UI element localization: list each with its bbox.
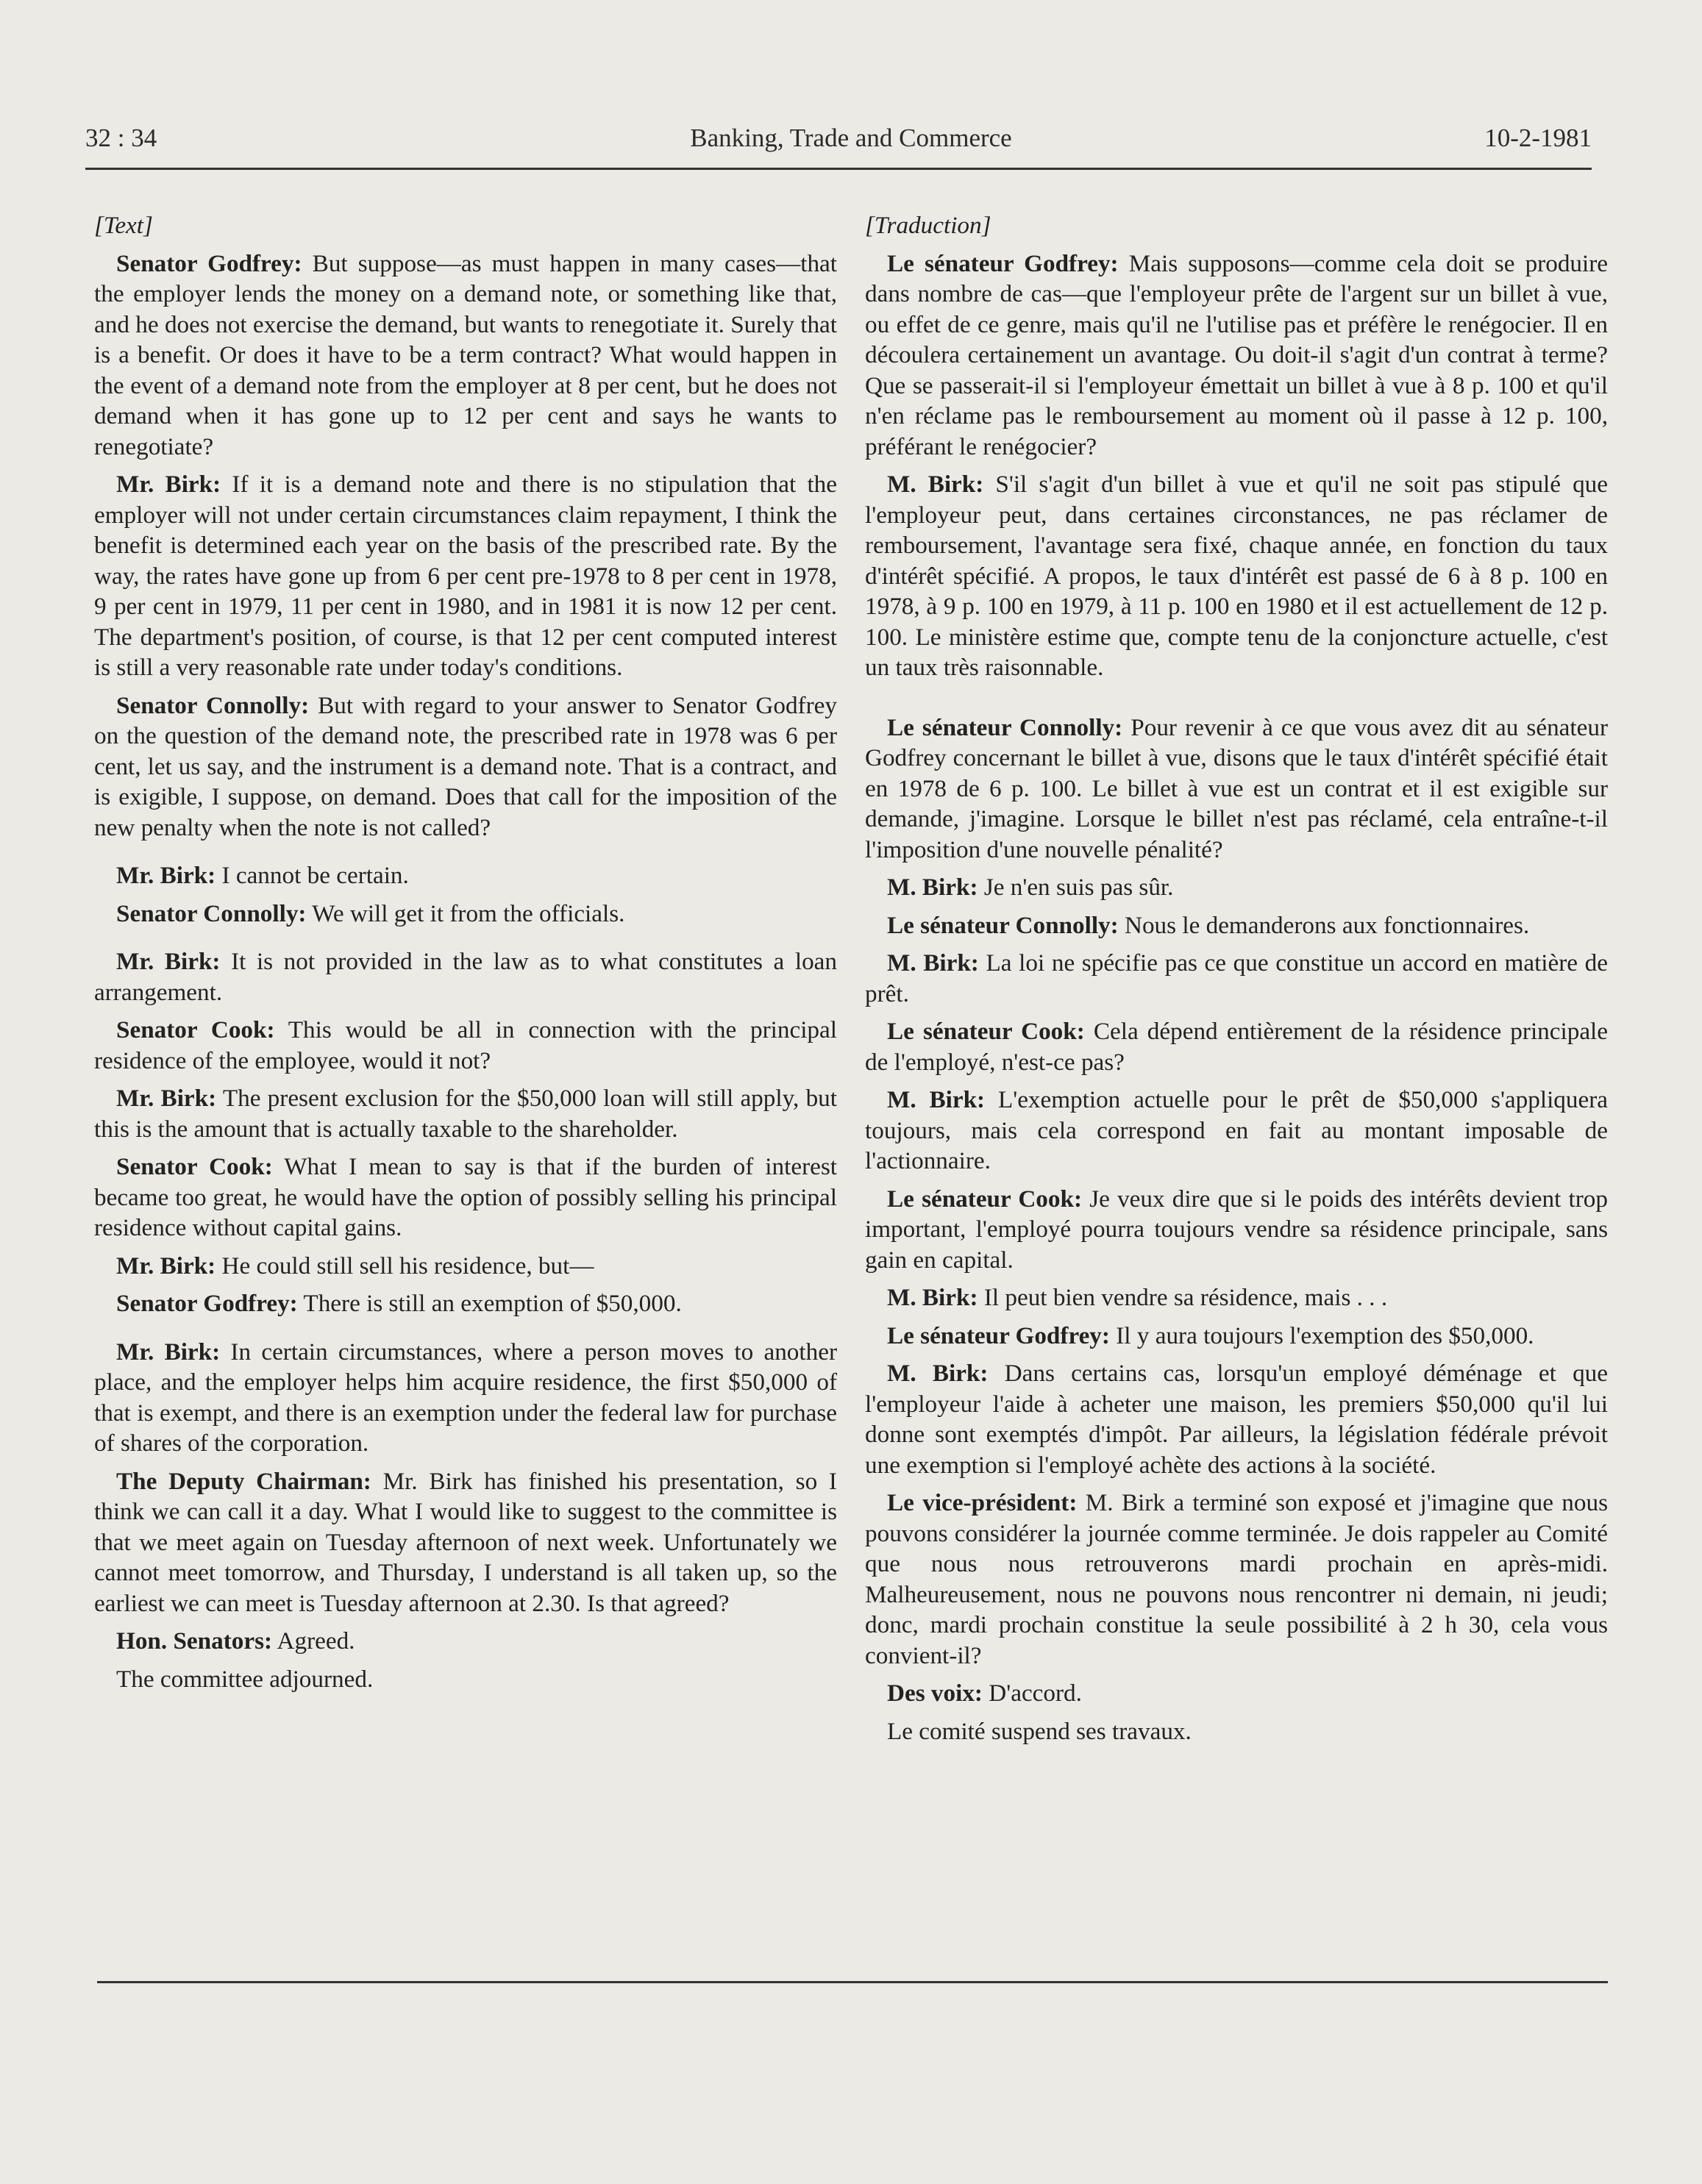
page-date: 10-2-1981	[1484, 124, 1592, 152]
speech-text: Dans certains cas, lorsqu'un employé déménage et que l'employeur l'aide à acheter une maison, les premiers $50,000 qu'il lui donne sont exemptés d'impôt. Par ailleurs, la législation fédérale prévoit une exemption si l'employé achète des actions à la société.	[865, 1360, 1609, 1479]
speaker-name: Senator Cook:	[116, 1153, 273, 1180]
speech-text: There is still an exemption of $50,000.	[297, 1290, 682, 1317]
speech-paragraph	[94, 690, 837, 843]
speech-text: M. Birk a terminé son exposé et j'imagine que nous pouvons considérer la journée comme terminée. Je dois rappeler au Comité que nous nous retrouverons mardi prochain en après-midi. Malheureusement, nous ne pouvons nous rencontrer ni demain, ni jeudi; donc, mardi prochain constitue la seule possibilité à 2 h 30, cela vous convient-il?	[865, 1489, 1608, 1669]
speech-text: La loi ne spécifie pas ce que constitue un accord en matière de prêt.	[865, 949, 1608, 1007]
speaker-name: Mr. Birk:	[116, 1252, 216, 1280]
speech-paragraph	[94, 1083, 837, 1144]
speaker-name: Mr. Birk:	[116, 862, 216, 889]
page-title: Banking, Trade and Commerce	[690, 124, 1012, 152]
speech-text: D'accord.	[982, 1680, 1082, 1707]
adjournment-note	[94, 1664, 837, 1695]
speech-paragraph	[865, 1358, 1608, 1480]
speech-paragraph	[865, 1321, 1608, 1352]
french-column	[865, 210, 1608, 1754]
speech-paragraph	[865, 1488, 1608, 1671]
speech-text: Il y aura toujours l'exemption des $50,000.	[1109, 1321, 1534, 1349]
speaker-name: Senator Cook:	[116, 1016, 275, 1043]
speech-paragraph	[865, 1184, 1608, 1276]
speech-text: In certain circumstances, where a person moves to another place, and the employer helps him acquire residence, the first $50,000 of that is exempt, and there is an exemption under the federal law for purchase of shares of the corporation.	[94, 1338, 838, 1457]
speaker-name: Mr. Birk:	[116, 1338, 221, 1366]
page-number: 32 : 34	[85, 124, 157, 152]
speaker-name: Le sénateur Cook:	[887, 1018, 1085, 1045]
english-column	[94, 210, 837, 1702]
speech-paragraph	[865, 872, 1608, 903]
speaker-name: Le sénateur Connolly:	[887, 713, 1123, 741]
speech-text: What I mean to say is that if the burden of interest became too great, he would have the option of possibly selling his principal residence without capital gains.	[94, 1153, 837, 1241]
speech-paragraph	[94, 1152, 837, 1243]
footer-rule	[97, 1981, 1608, 1983]
speaker-name: Mr. Birk:	[116, 471, 221, 498]
speech-text: If it is a demand note and there is no stipulation that the employer will not under certain circumstances claim repayment, I think the benefit is determined each year on the basis of the prescribed rate. By the way, the rates have gone up from 6 per cent pre-1978 to 8 per cent in 1978, 9 per cent in 1979, 11 per cent in 1980, and in 1981 it is now 12 per cent. The department's position, of course, is that 12 per cent computed interest is still a very reasonable rate under today's conditions.	[94, 471, 837, 681]
speech-paragraph	[94, 469, 837, 683]
speech-text: Nous le demanderons aux fonctionnaires.	[1118, 911, 1530, 939]
column-label: [Text]	[94, 212, 153, 239]
speech-text: I cannot be certain.	[216, 862, 409, 889]
column-label: [Traduction]	[865, 212, 991, 239]
speech-paragraph	[94, 249, 837, 463]
speaker-name: M. Birk:	[887, 1360, 989, 1387]
speech-text: The committee adjourned.	[116, 1665, 374, 1693]
speech-paragraph	[94, 1015, 837, 1076]
speech-text: L'exemption actuelle pour le prêt de $50,000 s'appliquera toujours, mais cela correspond en fait au montant imposable de l'actionnaire.	[865, 1086, 1608, 1174]
speech-text: We will get it from the officials.	[306, 899, 625, 927]
speaker-name: Senator Godfrey:	[116, 249, 302, 277]
speech-text: Agreed.	[272, 1627, 355, 1655]
speech-paragraph	[865, 910, 1608, 941]
speech-paragraph	[94, 1626, 837, 1657]
speech-paragraph	[865, 1016, 1608, 1077]
speaker-name: M. Birk:	[887, 1086, 986, 1113]
speaker-name: Senator Godfrey:	[116, 1290, 298, 1317]
speech-paragraph	[94, 1288, 837, 1319]
speech-paragraph	[94, 1337, 837, 1459]
speech-paragraph	[94, 899, 837, 929]
speech-text: Il peut bien vendre sa résidence, mais . . .	[978, 1284, 1388, 1311]
speech-text: This would be all in connection with the principal residence of the employee, would it not?	[94, 1016, 837, 1074]
speech-text: The present exclusion for the $50,000 loan will still apply, but this is the amount that is actually taxable to the shareholder.	[94, 1085, 837, 1143]
header-rule	[85, 168, 1592, 170]
speaker-name: M. Birk:	[887, 471, 984, 498]
speaker-name: Mr. Birk:	[116, 948, 221, 975]
speech-paragraph	[865, 713, 1608, 866]
adjournment-note	[865, 1716, 1608, 1747]
speech-text: Je n'en suis pas sûr.	[978, 874, 1174, 901]
speaker-name: Le sénateur Cook:	[887, 1185, 1083, 1213]
speech-paragraph	[865, 469, 1608, 683]
speech-paragraph	[94, 1466, 837, 1619]
speaker-name: Senator Connolly:	[116, 899, 307, 927]
speaker-name: Le vice-président:	[887, 1489, 1078, 1516]
speech-text: But with regard to your answer to Senator Godfrey on the question of the demand note, the prescribed rate in 1978 was 6 per cent, let us say, and the instrument is a demand note. That is a contract, and is exigible, I suppose, on demand. Does that call for the imposition of the new penalty when the note is not called?	[94, 691, 837, 841]
speech-text: Je veux dire que si le poids des intérêts devient trop important, l'employé pourra toujours vendre sa résidence principale, sans gain en capital.	[865, 1185, 1608, 1274]
speech-paragraph	[94, 860, 837, 891]
speech-paragraph	[94, 1251, 837, 1282]
speech-text: Pour revenir à ce que vous avez dit au sénateur Godfrey concernant le billet à vue, disons que le taux d'intérêt spécifié était en 1978 de 6 p. 100. Le billet à vue est un contrat et il est exigible sur demande, j'imagine. Lorsque le billet n'est pas réclamé, cela entraîne-t-il l'imposition d'une nouvelle pénalité?	[865, 713, 1608, 863]
speech-paragraph	[865, 1282, 1608, 1313]
speech-paragraph	[865, 1678, 1608, 1709]
speaker-name: Des voix:	[887, 1680, 983, 1707]
speaker-name: The Deputy Chairman:	[116, 1467, 371, 1495]
speaker-name: Le sénateur Godfrey:	[887, 1321, 1110, 1349]
speech-text: Le comité suspend ses travaux.	[887, 1717, 1192, 1745]
speech-paragraph	[94, 946, 837, 1007]
speech-paragraph	[865, 948, 1608, 1009]
speech-text: S'il s'agit d'un billet à vue et qu'il ne soit pas stipulé que l'employeur peut, dans certaines circonstances, ne pas réclamer de remboursement, l'avantage sera fixé, chaque année, en fonction du taux d'intérêt spécifié. A propos, le taux d'intérêt est passé de 6 à 8 p. 100 en 1978, à 9 p. 100 en 1979, à 11 p. 100 en 1980 et il est actuellement de 12 p. 100. Le ministère estime que, compte tenu de la conjoncture actuelle, c'est un taux très raisonnable.	[865, 471, 1609, 681]
speech-text: Mais supposons—comme cela doit se produire dans nombre de cas—que l'employeur prête de l'argent sur un billet à vue, ou effet de ce genre, mais qu'il ne l'utilise pas et préfère le renégocier. Il en découlera certainement un avantage. Ou doit-il s'agit d'un contrat à terme? Que se passerait-il si l'employeur émettait un billet à vue à 8 p. 100 et qu'il n'en réclame pas le remboursement au moment où il passe à 12 p. 100, préférant le renégocier?	[865, 249, 1609, 460]
speech-text: He could still sell his residence, but—	[216, 1252, 594, 1280]
speech-text: Cela dépend entièrement de la résidence principale de l'employé, n'est-ce pas?	[865, 1018, 1608, 1076]
speaker-name: M. Birk:	[887, 874, 978, 901]
speaker-name: Le sénateur Connolly:	[887, 911, 1119, 939]
speaker-name: Mr. Birk:	[116, 1085, 217, 1112]
speaker-name: Senator Connolly:	[116, 691, 310, 719]
speaker-name: Le sénateur Godfrey:	[887, 249, 1119, 277]
speaker-name: Hon. Senators:	[116, 1627, 273, 1655]
speaker-name: M. Birk:	[887, 949, 979, 977]
speech-text: Mr. Birk has finished his presentation, so I think we can call it a day. What I would like to suggest to the committee is that we meet again on Tuesday afternoon of next week. Unfortunately we cannot meet tomorrow, and Thursday, I understand is all taken up, so the earliest we can meet is Tuesday afternoon at 2.30. Is that agreed?	[94, 1467, 837, 1617]
speaker-name: M. Birk:	[887, 1284, 978, 1311]
speech-text: But suppose—as must happen in many cases—that the employer lends the money on a demand note, or something like that, and he does not exercise the demand, but wants to renegotiate it. Surely that is a benefit. Or does it have to be a term contract? What would happen in the event of a demand note from the employer at 8 per cent, but he does not demand when it has gone up to 12 per cent and says he wants to renegotiate?	[94, 249, 838, 460]
speech-text: It is not provided in the law as to what constitutes a loan arrangement.	[94, 948, 838, 1006]
speech-paragraph	[865, 249, 1608, 463]
speech-paragraph	[865, 1085, 1608, 1177]
